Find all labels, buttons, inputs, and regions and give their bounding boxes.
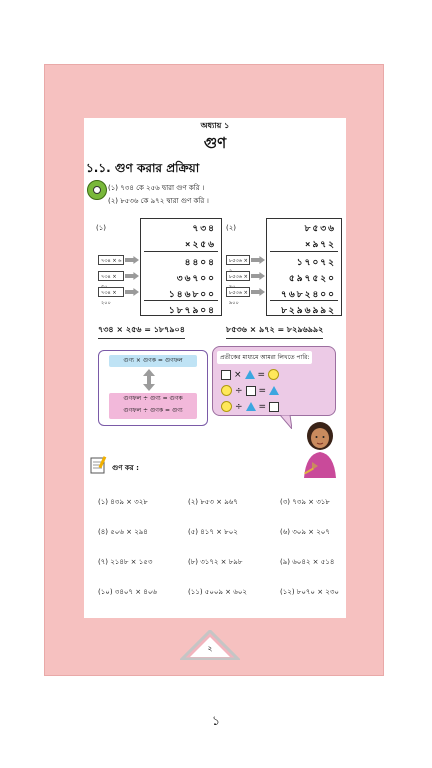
instruction-2: (২) ৮৫৩৬ কে ৯৭২ দ্বারা গুণ করি । [108, 197, 209, 205]
p2-side-1: ৮৫৩৬ × [226, 255, 250, 265]
relation-bottom-panel [109, 393, 197, 419]
p2-partial-2: ৫৯৭৫২০ [288, 274, 336, 284]
exercise-item: (১০) ৩৪০৭ × ৪০৬ [98, 588, 157, 596]
textbook-page [84, 118, 346, 618]
p1-side-3: ৭৩৪ × ২০০ [98, 287, 124, 297]
square-icon [246, 386, 256, 396]
arrow-icon [251, 256, 265, 264]
p2-multiplier: ×৯৭২ [305, 240, 336, 250]
exercise-item: (১১) ৫০০৯ × ৬০২ [188, 588, 247, 596]
inner-page-number: ২ [207, 644, 213, 653]
double-arrow-icon [143, 369, 155, 391]
p1-multiplier: ×২৫৬ [185, 240, 216, 250]
triangle-icon [245, 370, 255, 379]
section-heading: ১.১. গুণ করার প্রক্রিয়া [86, 161, 200, 175]
p1-partial-3: ১৪৬৮০০ [168, 290, 216, 300]
p1-rule-1 [144, 251, 218, 252]
triangle-icon [269, 386, 279, 395]
exercise-item: (৪) ৫০৬ × ২৯৪ [98, 528, 148, 536]
square-icon [221, 370, 231, 380]
p1-product: ১৮৭৯০৪ [168, 306, 216, 316]
op-3: ÷ [235, 401, 243, 412]
p2-multiplicand: ৮৫৩৬ [304, 224, 336, 234]
p2-rule-1 [270, 251, 338, 252]
p2-side-3: ৮৫৩৬ × ৯০০ [226, 287, 250, 297]
p2-result: ৮৫৩৬ × ৯৭২ = ৮২৯৬৯৯২ [226, 324, 323, 339]
p1-multiplicand: ৭৩৪ [192, 224, 216, 234]
arrow-icon [125, 256, 139, 264]
p1-partial-1: ৪৪০৪ [184, 258, 216, 268]
relation-mid: গুণফল ÷ গুণ্য = গুণক [123, 395, 183, 402]
op-1: × [234, 369, 242, 380]
op-2: ÷ [235, 385, 243, 396]
exercise-item: (৩) ৭৩৯ × ৩১৮ [280, 498, 330, 506]
problem-2-label: (২) [226, 224, 237, 232]
p2-product: ৮২৯৬৯৯২ [281, 306, 336, 316]
exercise-title: গুণ কর : [112, 464, 139, 472]
arrow-icon [251, 288, 265, 296]
exercise-item: (৬) ৩০৯ × ২০৭ [280, 528, 330, 536]
p2-partial-1: ১৭০৭২ [296, 258, 336, 268]
p1-side-2: ৭৩৪ × [98, 271, 124, 281]
p2-rule-2 [270, 300, 338, 301]
problem-1-label: (১) [96, 224, 107, 232]
relation-box [98, 350, 208, 426]
p2-side-2: ৮৫৩৬ × [226, 271, 250, 281]
exercise-item: (২) ৮৫৩ × ৯৬৭ [188, 498, 238, 506]
symbol-row-1 [221, 369, 279, 380]
exercise-item: (৮) ৩১৭২ × ৮৯৮ [188, 558, 243, 566]
exercise-item: (৭) ২১৪৮ × ১৫৩ [98, 558, 153, 566]
exercise-item: (৯) ৬০৪২ × ৫১৪ [280, 558, 335, 566]
p1-side-1: ৭৩৪ × ৬ [98, 255, 124, 265]
mascot-icon [87, 180, 107, 200]
relation-bottom: গুণফল ÷ গুণক = গুণ্য [123, 407, 183, 414]
symbol-row-2 [221, 385, 279, 396]
exercise-item: (১) ৪৩৯ × ৩২৮ [98, 498, 148, 506]
circle-icon [221, 385, 232, 396]
exercise-icon [90, 456, 108, 474]
p2-partial-3: ৭৬৮২৪০০ [281, 290, 336, 300]
triangle-icon [246, 402, 256, 411]
page-number: ১ [211, 714, 221, 729]
inner-page-badge [180, 630, 240, 660]
arrow-icon [125, 272, 139, 280]
instruction-1: (১) ৭৩৪ কে ২৫৬ দ্বারা গুণ করি । [108, 184, 205, 192]
equals-3: = [258, 401, 267, 412]
square-icon [269, 402, 279, 412]
exercise-item: (১২) ৮০৭০ × ২৩০ [280, 588, 339, 596]
page-title: গুণ [203, 134, 227, 152]
arrow-icon [251, 272, 265, 280]
symbols-bubble [212, 346, 336, 416]
equals-1: = [257, 369, 266, 380]
chapter-label: অধ্যায় ১ [200, 121, 230, 130]
relation-top: গুণ্য × গুণক = গুণফল [109, 355, 197, 367]
p1-rule-2 [144, 300, 218, 301]
bubble-title: প্রতীকের মাধ্যমে আমরা লিখতে পারি: [217, 351, 312, 364]
p1-partial-2: ৩৬৭০০ [176, 274, 216, 284]
p1-result: ৭৩৪ × ২৫৬ = ১৮৭৯০৪ [98, 324, 185, 339]
arrow-icon [125, 288, 139, 296]
symbol-row-3 [221, 401, 279, 412]
circle-icon [268, 369, 279, 380]
girl-illustration [298, 418, 342, 478]
bubble-tail [280, 414, 292, 428]
equals-2: = [258, 385, 267, 396]
exercise-item: (৫) ৪১৭ × ৮০২ [188, 528, 238, 536]
circle-icon [221, 401, 232, 412]
